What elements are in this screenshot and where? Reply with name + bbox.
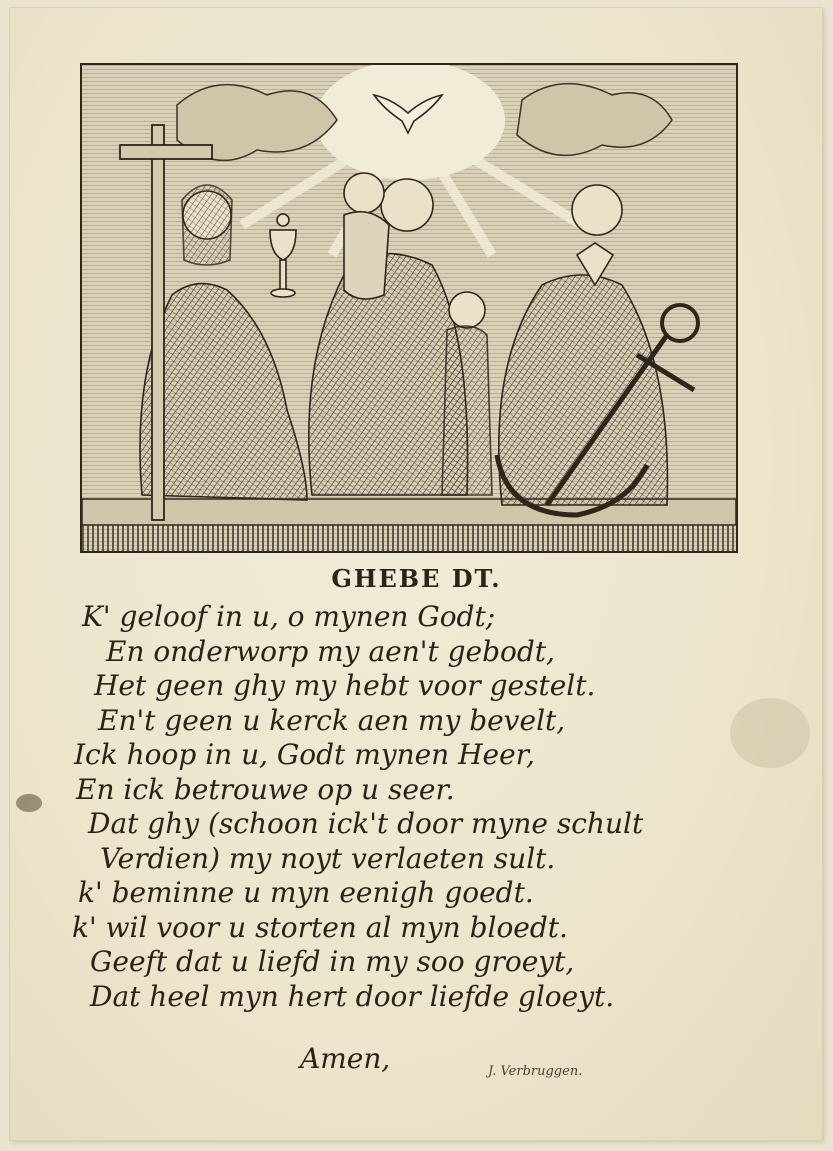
prayer-verse bbox=[70, 600, 770, 1014]
engraver-signature: J. Verbruggen. bbox=[488, 1064, 583, 1079]
verse-line: K' geloof in u, o mynen Godt; bbox=[82, 600, 496, 633]
verse-line: En onderworp my aen't gebodt, bbox=[106, 634, 555, 668]
verse-line: Dat ghy (schoon ick't door myne schult bbox=[88, 807, 644, 840]
prayer-heading: GHEBE DT. bbox=[331, 564, 502, 593]
verse-line: Het geen ghy my hebt voor gestelt. bbox=[94, 669, 596, 702]
verse-line: Ick hoop in u, Godt mynen Heer, bbox=[74, 738, 535, 771]
prayer-closing: Amen, bbox=[300, 1042, 391, 1075]
verse-line: k' beminne u myn eenigh goedt. bbox=[78, 876, 534, 909]
verse-line: Geeft dat u liefd in my soo groeyt, bbox=[90, 945, 575, 978]
verse-line: En't geen u kerck aen my bevelt, bbox=[98, 703, 566, 737]
engraving-illustration bbox=[80, 63, 738, 553]
verse-line: k' wil voor u storten al myn bloedt. bbox=[72, 910, 568, 944]
ink-stain bbox=[16, 794, 42, 812]
verse-line: En ick betrouwe op u seer. bbox=[76, 772, 455, 806]
verse-line: Verdien) my noyt verlaeten sult. bbox=[100, 841, 556, 875]
plinth-edge bbox=[82, 525, 736, 551]
verse-line: Dat heel myn hert door liefde gloeyt. bbox=[90, 979, 615, 1013]
